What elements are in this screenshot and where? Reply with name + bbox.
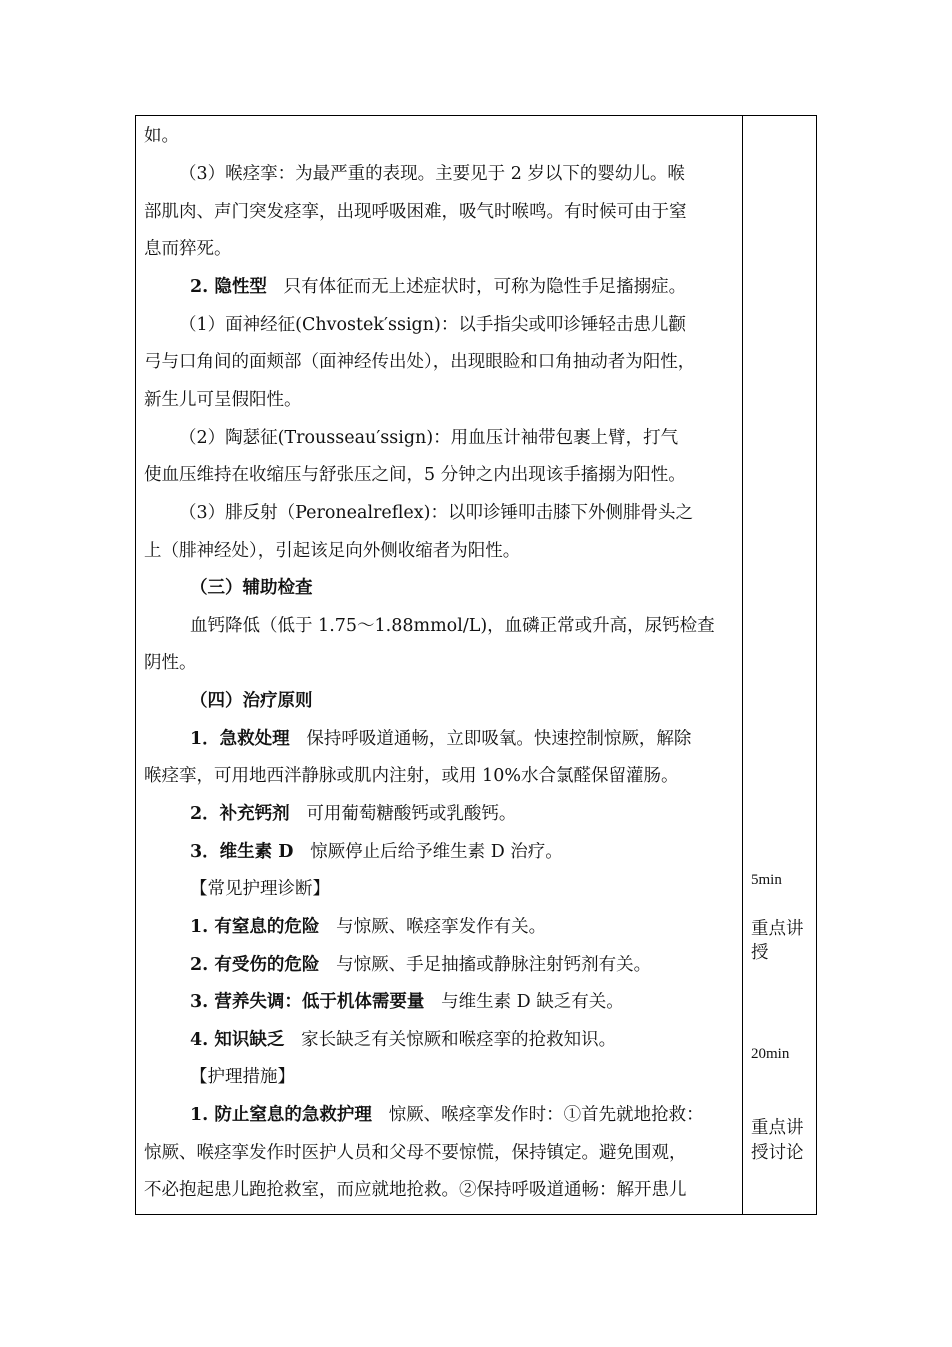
text-line: 惊厥、喉痉挛发作时医护人员和父母不要惊慌，保持镇定。避免围观， [144,1143,687,1163]
section-heading-nursing-diagnosis: 【常见护理诊断】 [190,879,330,899]
time-note: 5min [751,872,782,888]
text-line: 上（腓神经处），引起该足向外侧收缩者为阳性。 [144,541,521,561]
text-line: 新生儿可呈假阳性。 [144,390,302,410]
section-heading-nursing-measures: 【护理措施】 [190,1067,295,1087]
method-note: 重点讲 [751,919,804,939]
text-line: 1. 防止窒息的急救护理 惊厥、喉痉挛发作时：①首先就地抢救： [190,1105,704,1125]
text-line: 使血压维持在收缩压与舒张压之间，5 分钟之内出现该手搐搦为阳性。 [144,465,686,485]
method-note: 重点讲 [751,1118,804,1138]
text-line: 弓与口角间的面颊部（面神经传出处），出现眼睑和口角抽动者为阳性， [144,352,696,372]
time-note: 20min [751,1046,790,1062]
text-line: 3．维生素 D 惊厥停止后给予维生素 D 治疗。 [190,842,563,862]
text-line: 不必抱起患儿跑抢救室，而应就地抢救。②保持呼吸道通畅：解开患儿 [144,1180,687,1200]
text-line: 部肌肉、声门突发痉挛，出现呼吸困难，吸气时喉鸣。有时候可由于窒 [144,202,687,222]
section-heading-treatment: （四）治疗原则 [190,691,313,711]
text-line: （3）腓反射（Peronealreflex)：以叩诊锤叩击膝下外侧腓骨头之 [179,503,693,523]
section-heading-auxiliary-exam: （三）辅助检查 [190,578,313,598]
text-line: 喉痉挛，可用地西泮静脉或肌内注射，或用 10%水合氯醛保留灌肠。 [144,766,679,786]
text-line: 息而猝死。 [144,239,232,259]
text-line: 4. 知识缺乏 家长缺乏有关惊厥和喉痉挛的抢救知识。 [190,1030,617,1050]
text-line: （3）喉痉挛：为最严重的表现。主要见于 2 岁以下的婴幼儿。喉 [179,164,685,184]
text-line: 如。 [144,126,179,146]
text-line: 阴性。 [144,653,197,673]
text-line: 1. 有窒息的危险 与惊厥、喉痉挛发作有关。 [190,917,547,937]
method-note: 授讨论 [751,1143,804,1163]
column-divider [742,116,743,1214]
text-line: 3. 营养失调：低于机体需要量 与维生素 D 缺乏有关。 [190,992,624,1012]
text-line: 2. 隐性型 只有体征而无上述症状时，可称为隐性手足搐搦症。 [190,277,687,297]
lesson-table [135,115,817,1215]
method-note: 授 [751,943,769,963]
text-line: 2. 有受伤的危险 与惊厥、手足抽搐或静脉注射钙剂有关。 [190,955,652,975]
text-line: （1）面神经征(Chvostek′ssign)：以手指尖或叩诊锤轻击患儿颧 [179,315,686,335]
heading-latent-type: 2. 隐性型 [190,277,267,297]
text-line: 2．补充钙剂 可用葡萄糖酸钙或乳酸钙。 [190,804,517,824]
text-line: 1．急救处理 保持呼吸道通畅，立即吸氧。快速控制惊厥，解除 [190,729,692,749]
text-line: （2）陶瑟征(Trousseau′ssign)：用血压计袖带包裹上臂，打气 [179,428,679,448]
text-line: 血钙降低（低于 1.75～1.88mmol/L)，血磷正常或升高，尿钙检查 [190,616,715,636]
